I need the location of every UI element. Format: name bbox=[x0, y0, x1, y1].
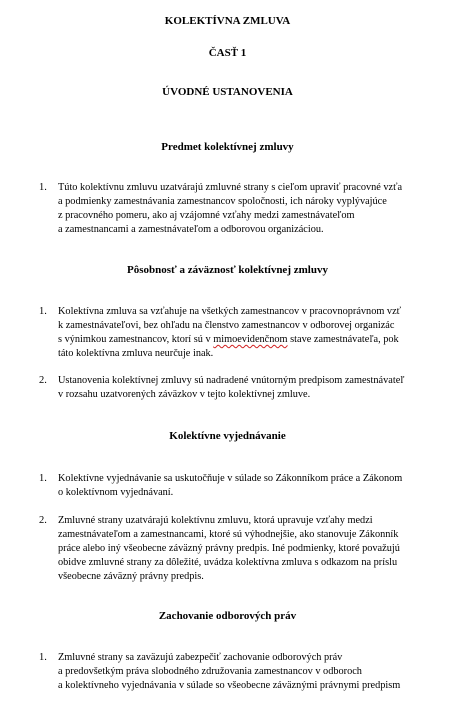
spellcheck-flagged-word[interactable]: mimoevidenčnom bbox=[213, 334, 288, 345]
item-line: Zmluvné strany uzatvárajú kolektívnu zmluvu, ktorá upravuje vzťahy medzi bbox=[58, 515, 373, 526]
section-heading: Zachovanie odborových práv bbox=[158, 610, 297, 622]
item-line: a podmienky zamestnávania zamestnancov spoločnosti, ich nároky vyplývajúce bbox=[58, 196, 387, 207]
item-line: z pracovného pomeru, ako aj vzájomné vzťahy medzi zamestnávateľom bbox=[58, 210, 355, 221]
item-line: a predovšetkým práva slobodného združovania zamestnancov v odboroch bbox=[58, 666, 362, 677]
part-number: ČASŤ 1 bbox=[208, 47, 247, 59]
item-line bbox=[58, 333, 399, 347]
item-line: zamestnávateľom a zamestnancami, ktoré sú výhodnejšie, ako stanovuje Zákonník bbox=[58, 529, 399, 540]
item-line: obidve zmluvné strany za dôležité, uvádza kolektívna zmluva s odkazom na príslu bbox=[58, 557, 398, 568]
item-line: táto kolektívna zmluva neurčuje inak. bbox=[58, 348, 214, 359]
item-line: Ustanovenia kolektívnej zmluvy sú nadradené vnútorným predpisom zamestnávateľ bbox=[58, 375, 405, 386]
item-number: 2. bbox=[39, 515, 47, 526]
item-line: Kolektívne vyjednávanie sa uskutočňuje v súlade so Zákonníkom práce a Zákonom bbox=[58, 473, 403, 484]
item-line: a zamestnancami a zamestnávateľom a odborovou organizáciou. bbox=[58, 224, 324, 235]
part-heading: ÚVODNÉ USTANOVENIA bbox=[162, 86, 293, 98]
item-line: práce alebo iný všeobecne záväzný právny predpis. Iné podmienky, ktoré považujú bbox=[58, 543, 400, 554]
item-number: 1. bbox=[39, 182, 47, 193]
item-line: Zmluvné strany sa zaväzujú zabezpečiť zachovanie odborových práv bbox=[58, 652, 343, 663]
item-line-end: stave zamestnávateľa, pok bbox=[287, 334, 399, 345]
item-line: Túto kolektívnu zmluvu uzatvárajú zmluvné strany s cieľom upraviť pracovné vzťa bbox=[58, 182, 403, 193]
item-number: 2. bbox=[39, 375, 47, 386]
item-line: a kolektívneho vyjednávania v súlade so všeobecne záväznými právnymi predpism bbox=[58, 680, 401, 691]
section-heading: Pôsobnosť a záväznosť kolektívnej zmluvy bbox=[127, 264, 328, 276]
item-line: všeobecne záväzný právny predpis. bbox=[58, 571, 204, 582]
item-line: o kolektívnom vyjednávaní. bbox=[58, 487, 174, 498]
item-line-start: s výnimkou zamestnancov, ktorí sú v bbox=[58, 334, 214, 345]
item-line: Kolektívna zmluva sa vzťahuje na všetkých zamestnancov v pracovnoprávnom vzť bbox=[58, 306, 402, 317]
item-line: v rozsahu uzatvorených záväzkov v tejto kolektívnej zmluve. bbox=[58, 389, 311, 400]
item-number: 1. bbox=[39, 652, 47, 663]
item-number: 1. bbox=[39, 473, 47, 484]
item-number: 1. bbox=[39, 306, 47, 317]
section-heading: Kolektívne vyjednávanie bbox=[169, 430, 286, 442]
item-line: k zamestnávateľovi, bez ohľadu na členstvo zamestnancov v odborovej organizác bbox=[58, 320, 395, 331]
document-title: KOLEKTÍVNA ZMLUVA bbox=[164, 15, 291, 27]
section-heading: Predmet kolektívnej zmluvy bbox=[161, 141, 294, 153]
